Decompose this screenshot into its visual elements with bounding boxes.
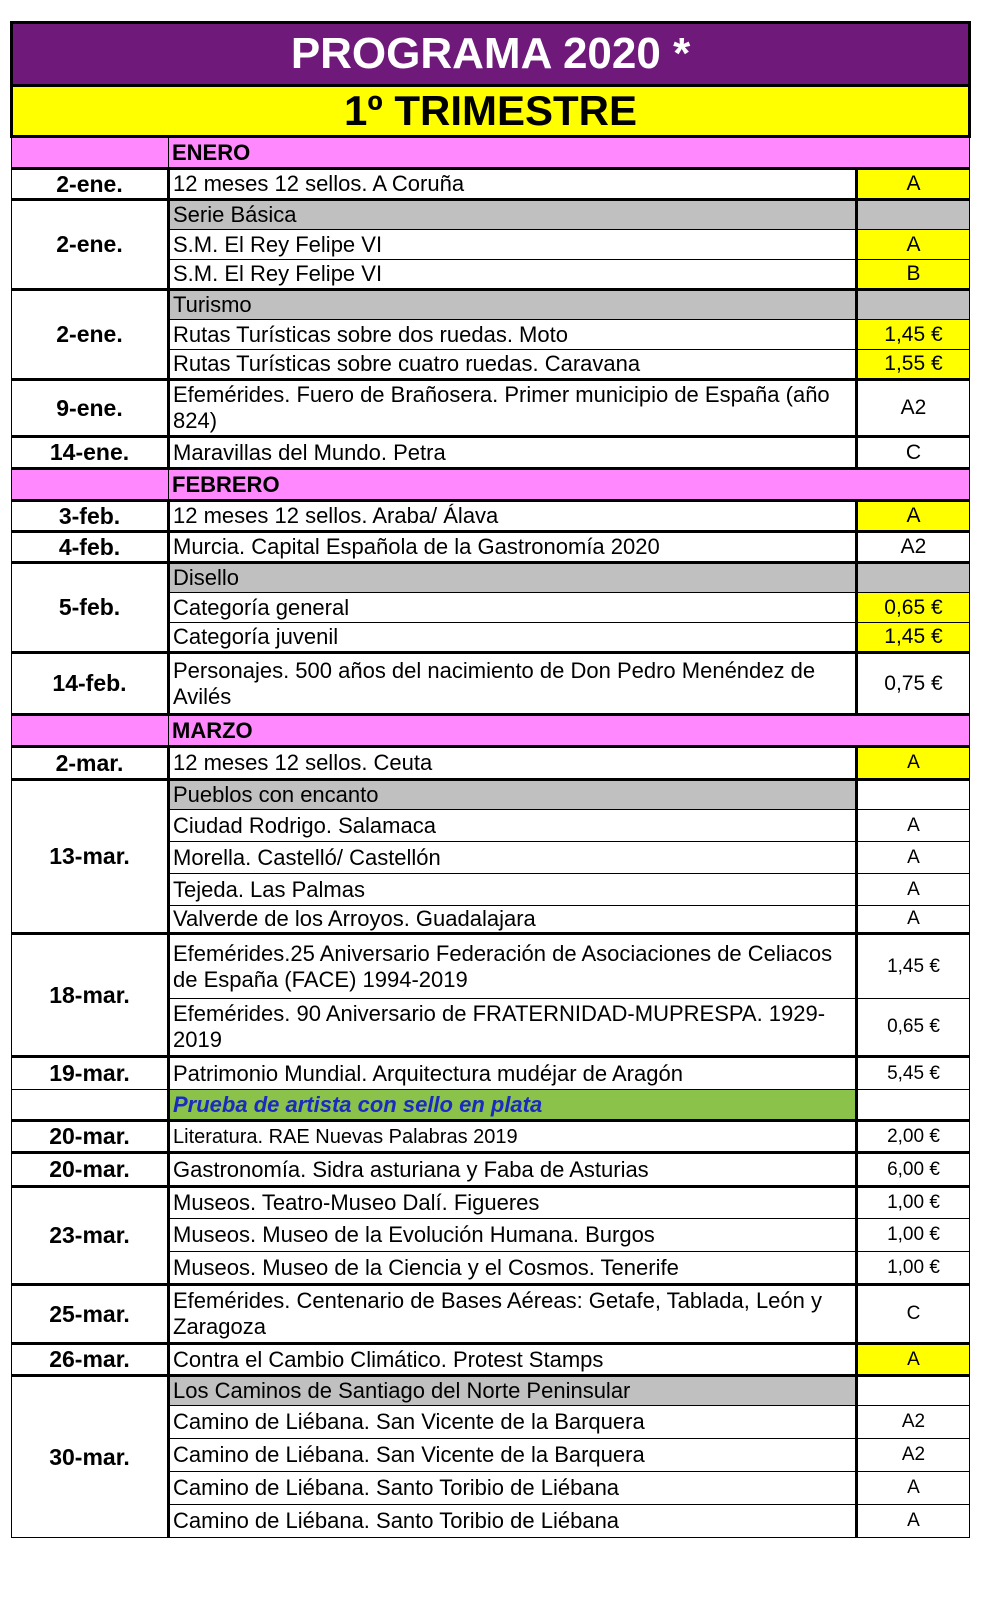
stamp-value: 1,00 € [857, 1252, 970, 1285]
stamp-description: Morella. Castelló/ Castellón [169, 842, 857, 874]
group-header: Pueblos con encanto [169, 780, 857, 810]
stamp-description: Efemérides. Centenario de Bases Aéreas: Getafe, Tablada, León y Zaragoza [169, 1285, 857, 1344]
stamp-description: 12 meses 12 sellos. Araba/ Álava [169, 501, 857, 532]
stamp-description: Camino de Liébana. Santo Toribio de Liébana [169, 1472, 857, 1505]
stamp-value: B [857, 260, 970, 290]
group-header: Turismo [169, 290, 857, 320]
program-sheet [10, 21, 970, 1538]
stamp-description: Camino de Liébana. Santo Toribio de Liébana [169, 1505, 857, 1538]
stamp-value: 1,00 € [857, 1187, 970, 1219]
stamp-description: Gastronomía. Sidra asturiana y Faba de Asturias [169, 1153, 857, 1187]
stamp-value: 1,55 € [857, 350, 970, 380]
stamp-description: Ciudad Rodrigo. Salamaca [169, 810, 857, 842]
stamp-description: Efemérides.25 Aniversario Federación de Asociaciones de Celiacos de España (FACE) 1994-2019 [169, 934, 857, 999]
stamp-value: A2 [857, 1439, 970, 1472]
date-cell: 2-ene. [12, 169, 169, 200]
date-cell: 4-feb. [12, 532, 169, 563]
stamp-value: 0,65 € [857, 593, 970, 623]
stamp-description: Rutas Turísticas sobre cuatro ruedas. Caravana [169, 350, 857, 380]
month-header-enero: ENERO [169, 137, 970, 169]
group-header: Serie Básica [169, 200, 857, 230]
stamp-description: Museos. Museo de la Ciencia y el Cosmos. Tenerife [169, 1252, 857, 1285]
month-spacer [12, 715, 169, 747]
stamp-description: Murcia. Capital Española de la Gastronomía 2020 [169, 532, 857, 563]
stamp-value: C [857, 1285, 970, 1344]
stamp-value: A [857, 230, 970, 260]
stamp-description: Rutas Turísticas sobre dos ruedas. Moto [169, 320, 857, 350]
group-value-empty [857, 1376, 970, 1406]
stamp-description: 12 meses 12 sellos. A Coruña [169, 169, 857, 200]
stamp-description: S.M. El Rey Felipe VI [169, 260, 857, 290]
date-cell: 2-ene. [12, 290, 169, 380]
program-table [10, 21, 971, 1538]
stamp-description: Contra el Cambio Climático. Protest Stamps [169, 1344, 857, 1376]
stamp-description: Camino de Liébana. San Vicente de la Barquera [169, 1439, 857, 1472]
date-cell: 20-mar. [12, 1153, 169, 1187]
stamp-description: Museos. Teatro-Museo Dalí. Figueres [169, 1187, 857, 1219]
stamp-description: Camino de Liébana. San Vicente de la Barquera [169, 1406, 857, 1439]
date-cell: 26-mar. [12, 1344, 169, 1376]
month-spacer [12, 137, 169, 169]
month-header-febrero: FEBRERO [169, 469, 970, 501]
date-cell: 23-mar. [12, 1187, 169, 1285]
date-cell: 2-mar. [12, 747, 169, 780]
stamp-value: A [857, 1505, 970, 1538]
date-cell: 2-ene. [12, 200, 169, 290]
stamp-value: 5,45 € [857, 1057, 970, 1090]
date-cell: 9-ene. [12, 380, 169, 437]
stamp-description: Tejeda. Las Palmas [169, 874, 857, 906]
date-cell: 30-mar. [12, 1376, 169, 1538]
stamp-value: A2 [857, 532, 970, 563]
stamp-description: Literatura. RAE Nuevas Palabras 2019 [169, 1121, 857, 1153]
stamp-value: A [857, 747, 970, 780]
stamp-value: A [857, 842, 970, 874]
stamp-value: A2 [857, 1406, 970, 1439]
stamp-value: 1,45 € [857, 934, 970, 999]
date-cell: 14-feb. [12, 653, 169, 715]
stamp-description: Efemérides. Fuero de Brañosera. Primer municipio de España (año 824) [169, 380, 857, 437]
quarter-title: 1º TRIMESTRE [12, 86, 970, 137]
date-cell: 3-feb. [12, 501, 169, 532]
note-date-empty [12, 1090, 169, 1121]
month-spacer [12, 469, 169, 501]
special-note: Prueba de artista con sello en plata [169, 1090, 857, 1121]
stamp-description: Maravillas del Mundo. Petra [169, 437, 857, 469]
date-cell: 25-mar. [12, 1285, 169, 1344]
date-cell: 20-mar. [12, 1121, 169, 1153]
date-cell: 13-mar. [12, 780, 169, 934]
stamp-value: A [857, 169, 970, 200]
stamp-value: A [857, 874, 970, 906]
stamp-description: Patrimonio Mundial. Arquitectura mudéjar de Aragón [169, 1057, 857, 1090]
stamp-value: C [857, 437, 970, 469]
stamp-value: 1,45 € [857, 320, 970, 350]
stamp-value: A [857, 810, 970, 842]
group-header: Disello [169, 563, 857, 593]
stamp-description: 12 meses 12 sellos. Ceuta [169, 747, 857, 780]
stamp-value: A [857, 1472, 970, 1505]
stamp-value: 1,45 € [857, 623, 970, 653]
group-value-empty [857, 200, 970, 230]
stamp-value: A [857, 1344, 970, 1376]
group-header: Los Caminos de Santiago del Norte Peninsular [169, 1376, 857, 1406]
stamp-value: A [857, 906, 970, 934]
stamp-description: Efemérides. 90 Aniversario de FRATERNIDAD-MUPRESPA. 1929-2019 [169, 999, 857, 1057]
stamp-description: Museos. Museo de la Evolución Humana. Burgos [169, 1219, 857, 1252]
date-cell: 19-mar. [12, 1057, 169, 1090]
stamp-value: 0,65 € [857, 999, 970, 1057]
stamp-description: Categoría juvenil [169, 623, 857, 653]
date-cell: 14-ene. [12, 437, 169, 469]
stamp-description: Personajes. 500 años del nacimiento de Don Pedro Menéndez de Avilés [169, 653, 857, 715]
group-value-empty [857, 290, 970, 320]
date-cell: 18-mar. [12, 934, 169, 1057]
stamp-value: 6,00 € [857, 1153, 970, 1187]
stamp-value: A2 [857, 380, 970, 437]
stamp-value: 0,75 € [857, 653, 970, 715]
group-value-empty [857, 563, 970, 593]
month-header-marzo: MARZO [169, 715, 970, 747]
stamp-value: A [857, 501, 970, 532]
stamp-description: Valverde de los Arroyos. Guadalajara [169, 906, 857, 934]
stamp-description: Categoría general [169, 593, 857, 623]
note-value-empty [857, 1090, 970, 1121]
group-value-empty [857, 780, 970, 810]
stamp-description: S.M. El Rey Felipe VI [169, 230, 857, 260]
date-cell: 5-feb. [12, 563, 169, 653]
program-title: PROGRAMA 2020 * [12, 23, 970, 86]
stamp-value: 1,00 € [857, 1219, 970, 1252]
stamp-value: 2,00 € [857, 1121, 970, 1153]
